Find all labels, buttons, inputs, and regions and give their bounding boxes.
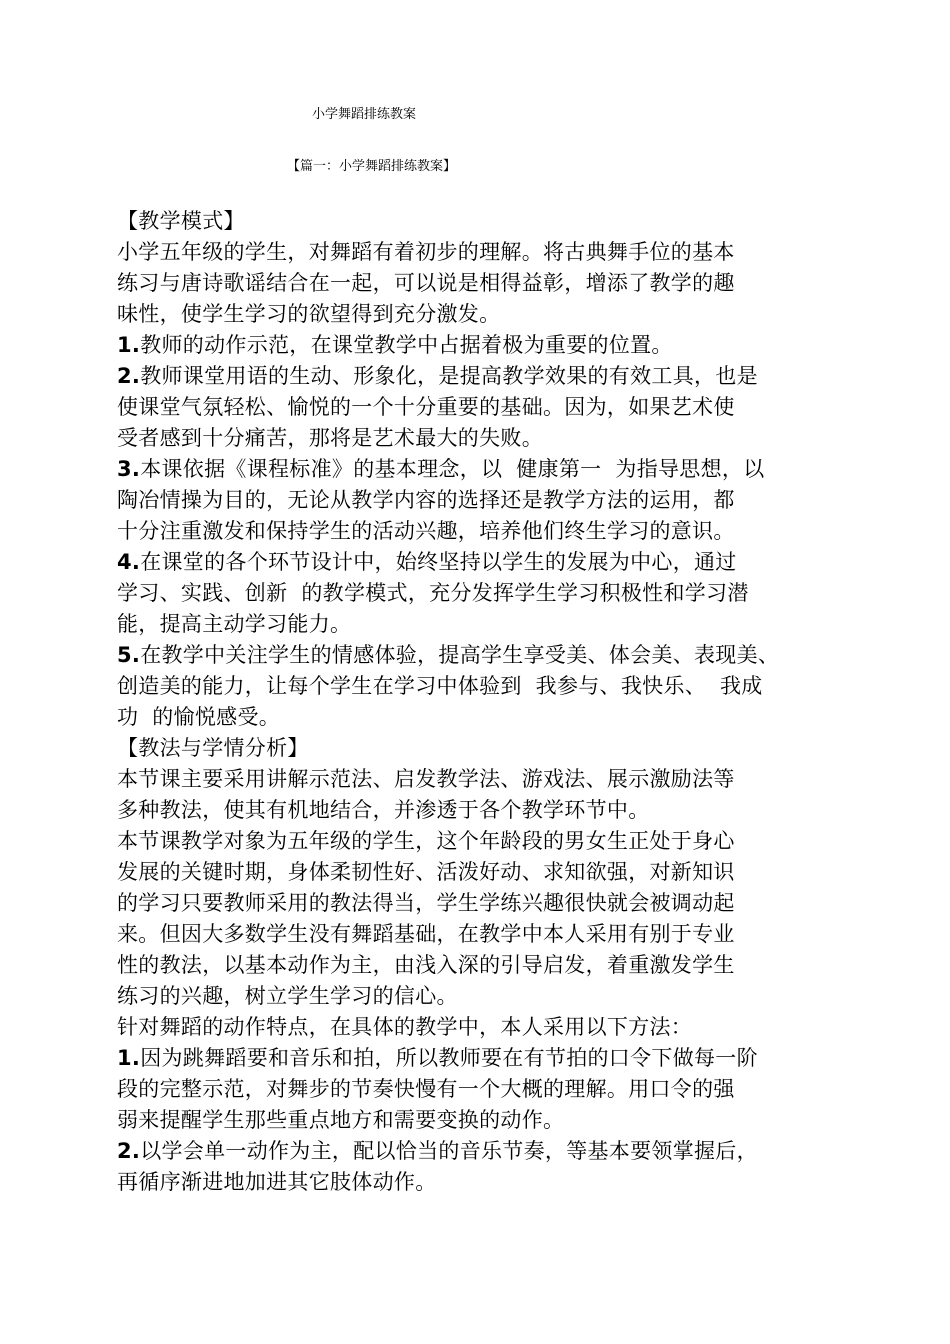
text-line [117, 609, 877, 640]
text-line [117, 702, 877, 733]
line-text: 十分注重激发和保持学生的活动兴趣，培养他们终生学习的意识。 [117, 519, 735, 543]
line-text: 使课堂气氛轻松、愉悦的一个十分重要的基础。因为，如果艺术使 [117, 395, 735, 419]
line-text: 性的教法，以基本动作为主，由浅入深的引导启发，着重激发学生 [117, 953, 735, 977]
text-line [117, 578, 877, 609]
line-text: 本节课教学对象为五年级的学生，这个年龄段的男女生正处于身心 [117, 829, 735, 853]
text-line [117, 1136, 877, 1167]
text-line [117, 330, 877, 361]
text-line [117, 299, 877, 330]
line-text: 因为跳舞蹈要和音乐和拍，所以教师要在有节拍的口令下做每一阶 [140, 1046, 758, 1070]
line-text: 陶冶情操为目的，无论从教学内容的选择还是教学方法的运用，都 [117, 488, 735, 512]
text-line [117, 826, 877, 857]
text-line [117, 733, 877, 764]
text-line [117, 888, 877, 919]
line-text: 教师的动作示范，在课堂教学中占据着极为重要的位置。 [140, 333, 673, 357]
line-text: 再循序渐进地加进其它肢体动作。 [117, 1170, 437, 1194]
line-text: 多种教法，使其有机地结合，并渗透于各个教学环节中。 [117, 798, 650, 822]
document-title: 小学舞蹈排练教案 [312, 107, 417, 122]
text-line [117, 423, 877, 454]
text-line [117, 640, 877, 671]
text-line [117, 795, 877, 826]
list-number: 2. [117, 364, 141, 388]
document-body [117, 206, 877, 1198]
text-line [117, 206, 877, 237]
line-text: 以学会单一动作为主，配以恰当的音乐节奏，等基本要领掌握后， [140, 1139, 758, 1163]
list-number: 5. [117, 643, 141, 667]
line-text: 创造美的能力，让每个学生在学习中体验到 我参与、我快乐、 我成 [117, 674, 763, 698]
line-text: 本课依据《课程标准》的基本理念，以 健康第一 为指导思想，以 [140, 457, 765, 481]
line-text: 【教法与学情分析】 [117, 736, 309, 760]
text-line [117, 454, 877, 485]
line-text: 功 的愉悦感受。 [117, 705, 281, 729]
text-line [117, 516, 877, 547]
list-number: 1. [117, 333, 141, 357]
text-line [117, 671, 877, 702]
text-line [117, 268, 877, 299]
text-line [117, 1074, 877, 1105]
text-line [117, 981, 877, 1012]
text-line [117, 1043, 877, 1074]
line-text: 针对舞蹈的动作特点，在具体的教学中，本人采用以下方法： [117, 1015, 693, 1039]
line-text: 能，提高主动学习能力。 [117, 612, 352, 636]
text-line [117, 237, 877, 268]
line-text: 小学五年级的学生，对舞蹈有着初步的理解。将古典舞手位的基本 [117, 240, 735, 264]
line-text: 教师课堂用语的生动、形象化，是提高教学效果的有效工具，也是 [140, 364, 758, 388]
text-line [117, 950, 877, 981]
list-number: 2. [117, 1139, 141, 1163]
document-subtitle: 【篇一：小学舞蹈排练教案】 [287, 159, 457, 174]
text-line [117, 764, 877, 795]
line-text: 发展的关键时期，身体柔韧性好、活泼好动、求知欲强，对新知识 [117, 860, 735, 884]
line-text: 在课堂的各个环节设计中，始终坚持以学生的发展为中心，通过 [140, 550, 737, 574]
text-line [117, 485, 877, 516]
list-number: 1. [117, 1046, 141, 1070]
list-number: 4. [117, 550, 141, 574]
line-text: 受者感到十分痛苦，那将是艺术最大的失败。 [117, 426, 543, 450]
line-text: 练习的兴趣，树立学生学习的信心。 [117, 984, 458, 1008]
line-text: 本节课主要采用讲解示范法、启发教学法、游戏法、展示激励法等 [117, 767, 735, 791]
text-line [117, 361, 877, 392]
line-text: 学习、实践、创新 的教学模式，充分发挥学生学习积极性和学习潜 [117, 581, 749, 605]
text-line [117, 857, 877, 888]
text-line [117, 392, 877, 423]
line-text: 段的完整示范，对舞步的节奏快慢有一个大概的理解。用口令的强 [117, 1077, 735, 1101]
text-line [117, 1012, 877, 1043]
text-line [117, 919, 877, 950]
line-text: 练习与唐诗歌谣结合在一起，可以说是相得益彰，增添了教学的趣 [117, 271, 735, 295]
text-line [117, 1105, 877, 1136]
list-number: 3. [117, 457, 141, 481]
line-text: 的学习只要教师采用的教法得当，学生学练兴趣很快就会被调动起 [117, 891, 735, 915]
line-text: 来。但因大多数学生没有舞蹈基础，在教学中本人采用有别于专业 [117, 922, 735, 946]
line-text: 在教学中关注学生的情感体验，提高学生享受美、体会美、表现美、 [140, 643, 780, 667]
line-text: 【教学模式】 [117, 209, 245, 233]
text-line [117, 547, 877, 578]
line-text: 弱来提醒学生那些重点地方和需要变换的动作。 [117, 1108, 565, 1132]
text-line [117, 1167, 877, 1198]
line-text: 味性，使学生学习的欲望得到充分激发。 [117, 302, 501, 326]
